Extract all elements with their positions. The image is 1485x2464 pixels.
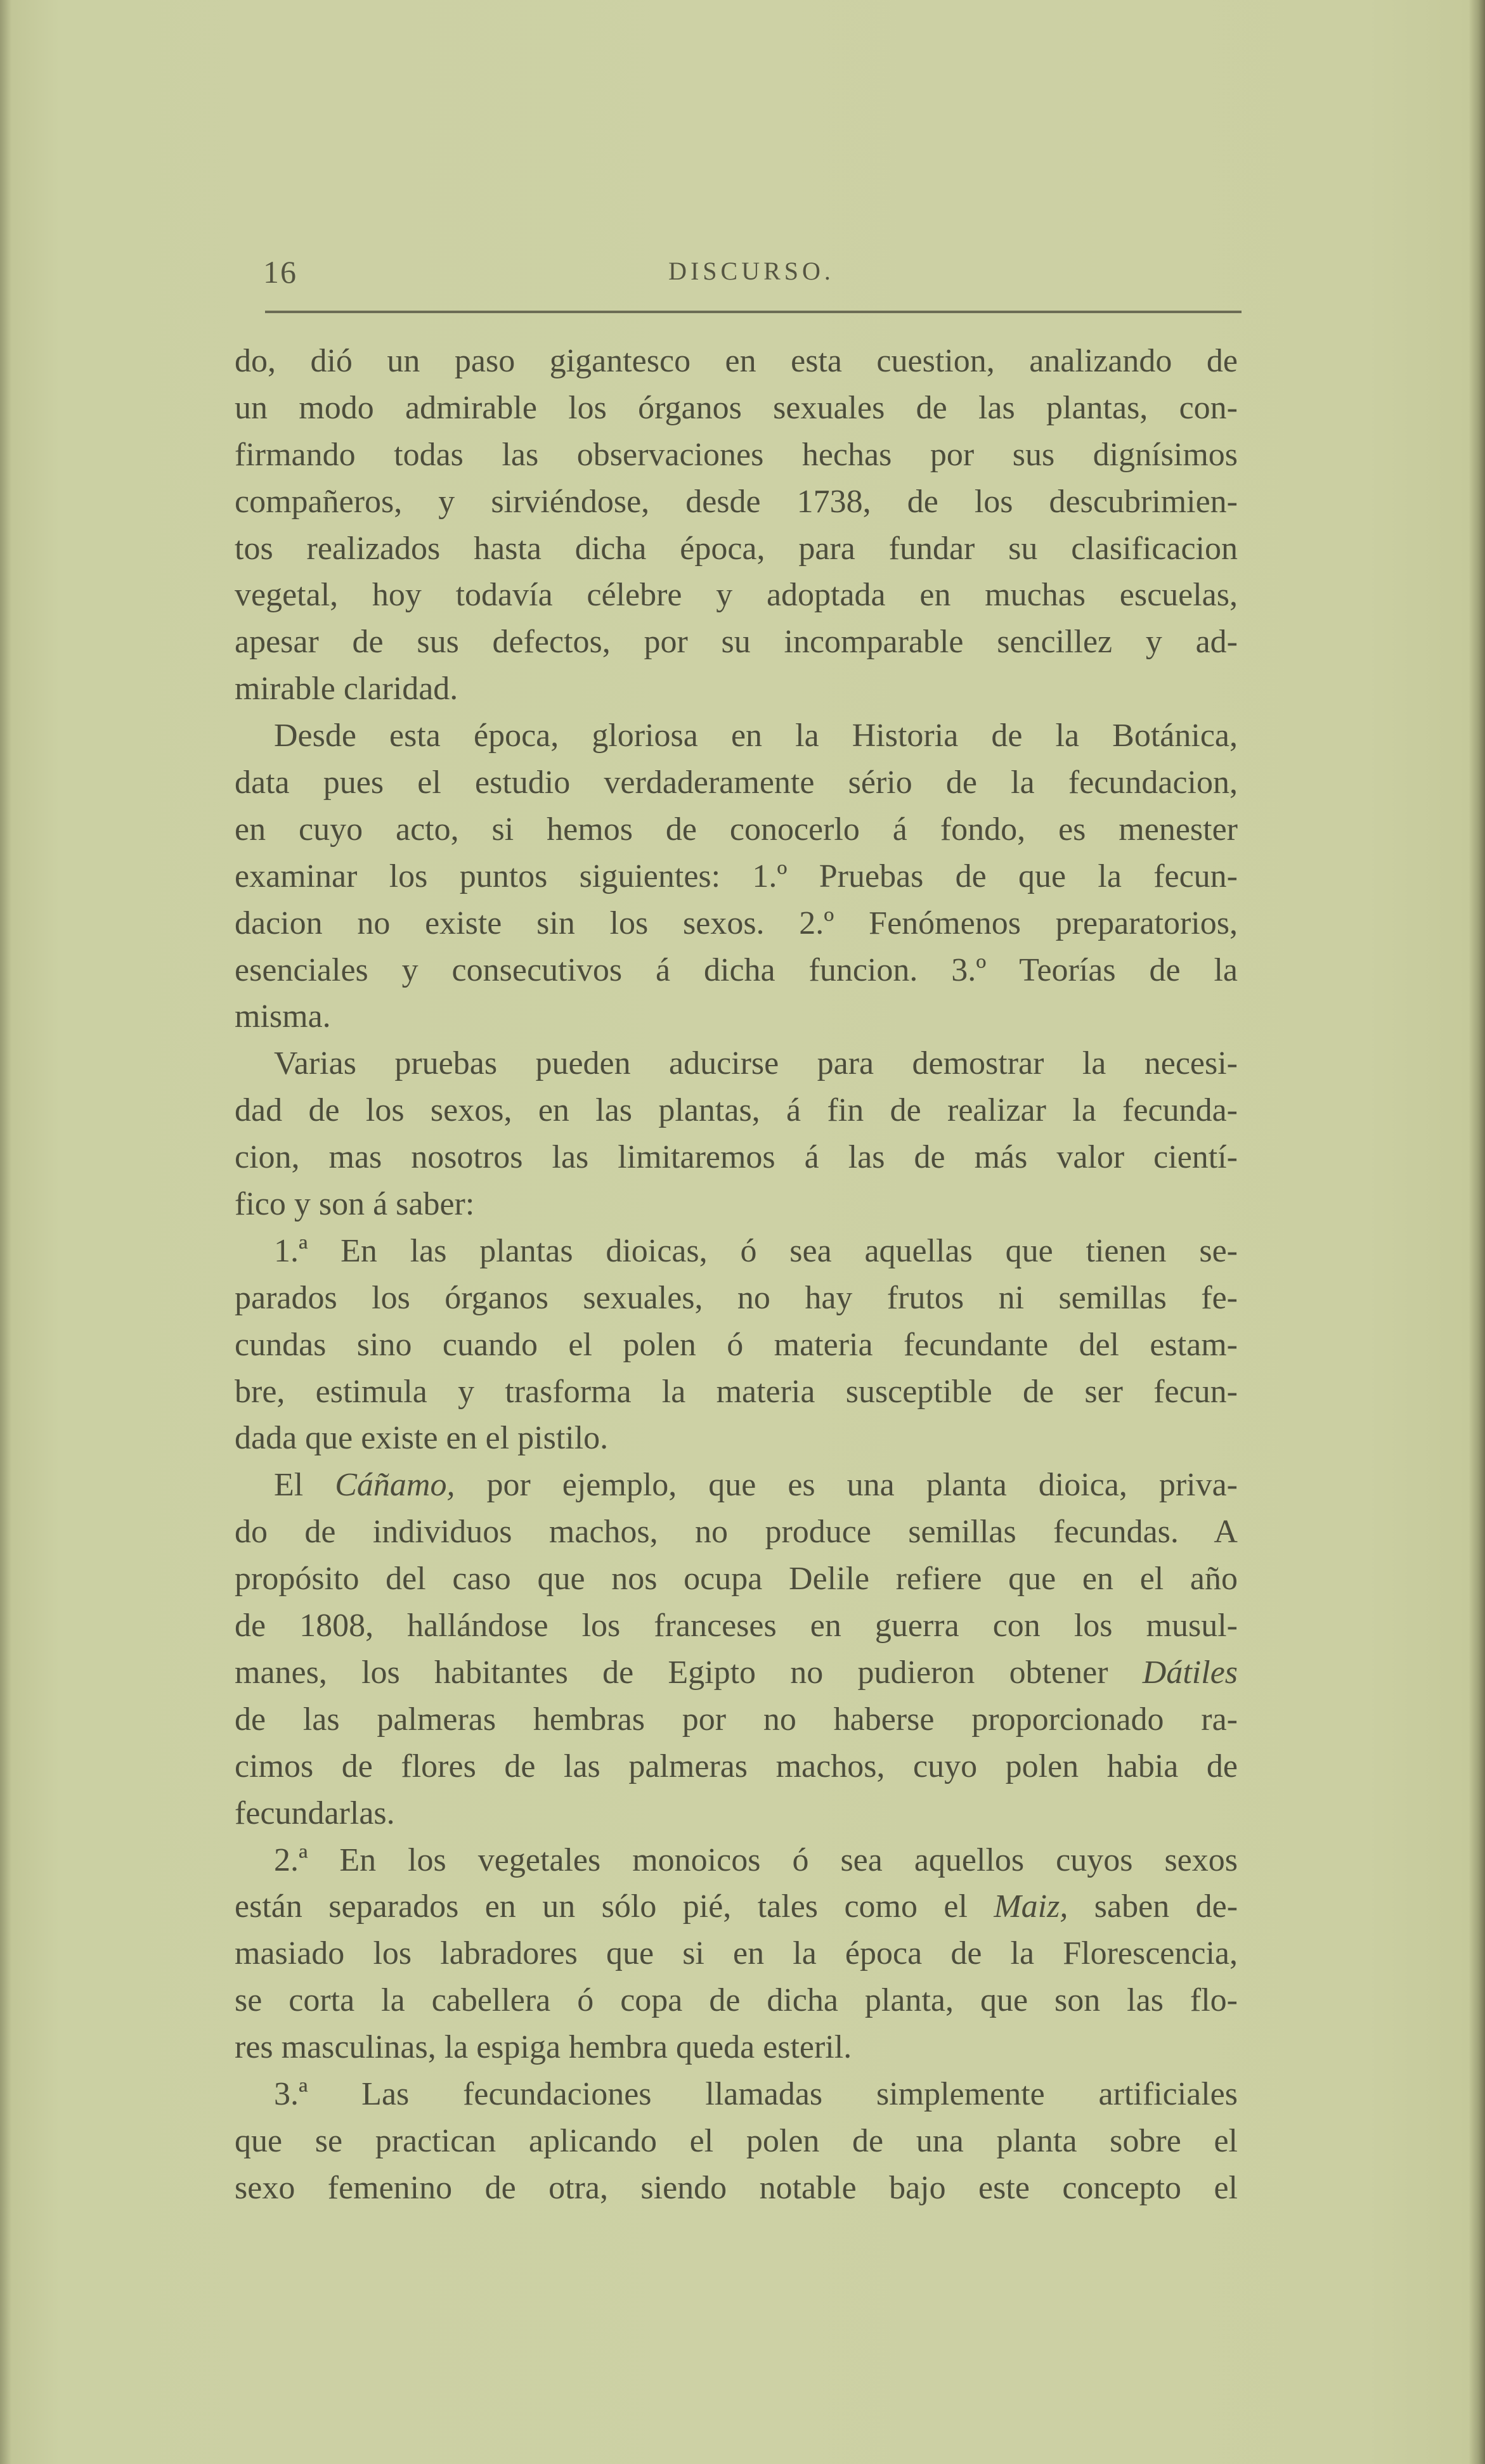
text-line-datiles <box>235 1649 1238 1696</box>
italic-term-datiles: Dátiles <box>1142 1654 1238 1691</box>
text-line: tos realizados hasta dicha época, para fundar su clasificacion <box>235 530 1238 567</box>
italic-term-maiz: Maiz, <box>994 1888 1068 1925</box>
text-line: apesar de sus defectos, por su incomparable sencillez y ad- <box>235 624 1238 661</box>
text-line: data pues el estudio verdaderamente sério de la fecundacion, <box>235 764 1238 801</box>
text-line: fecundarlas. <box>235 1795 395 1831</box>
text-line: un modo admirable los órganos sexuales de las plantas, con- <box>235 389 1238 426</box>
text-line: dacion no existe sin los sexos. 2.º Fenómenos preparatorios, <box>235 905 1238 941</box>
text-line: parados los órganos sexuales, no hay frutos ni semillas fe- <box>235 1279 1238 1316</box>
text-line-canamo <box>235 1462 1238 1509</box>
text-line: do de individuos machos, no produce semillas fecundas. A <box>235 1514 1238 1551</box>
running-head: DISCURSO. <box>668 257 834 285</box>
page-edge-shadow <box>1469 0 1485 2464</box>
text-line: de 1808, hallándose los franceses en guerra con los musul- <box>235 1608 1238 1644</box>
text-line: firmando todas las observaciones hechas por sus dignísimos <box>235 436 1238 473</box>
text-line: 1.ª En las plantas dioicas, ó sea aquellas que tienen se- <box>274 1232 1238 1269</box>
text-line: propósito del caso que nos ocupa Delile refiere que en el año <box>235 1561 1238 1597</box>
text-line: de las palmeras hembras por no haberse proporcionado ra- <box>235 1701 1238 1738</box>
text-line: misma. <box>235 998 331 1035</box>
text-line: vegetal, hoy todavía célebre y adoptada en muchas escuelas, <box>235 577 1238 614</box>
text-line: sexo femenino de otra, siendo notable bajo este concepto el <box>235 2169 1238 2206</box>
text-line: do, dió un paso gigantesco en esta cuestion, analizando de <box>235 343 1238 379</box>
text-line: en cuyo acto, si hemos de conocerlo á fondo, es menester <box>235 811 1238 848</box>
text-fragment: saben de- <box>1094 1888 1238 1925</box>
text-line: que se practican aplicando el polen de una planta sobre el <box>235 2122 1238 2159</box>
page-gutter-shadow <box>0 0 11 2464</box>
text-line: cimos de flores de las palmeras machos, cuyo polen habia de <box>235 1748 1238 1784</box>
text-line: dada que existe en el pistilo. <box>235 1420 609 1457</box>
text-line: esenciales y consecutivos á dicha funcion. 3.º Teorías de la <box>235 951 1238 988</box>
text-fragment: están separados en un sólo pié, tales como el <box>235 1888 968 1925</box>
text-fragment: por ejemplo, que es una planta dioica, priva- <box>486 1467 1238 1504</box>
text-line: mirable claridad. <box>235 671 458 707</box>
text-line: masiado los labradores que si en la época de la Florescencia, <box>235 1935 1238 1972</box>
text-line: se corta la cabellera ó copa de dicha planta, que son las flo- <box>235 1982 1238 2019</box>
text-line: dad de los sexos, en las plantas, á fin de realizar la fecunda- <box>235 1092 1238 1129</box>
text-line: cundas sino cuando el polen ó materia fecundante del estam- <box>235 1326 1238 1363</box>
text-line: examinar los puntos siguientes: 1.º Pruebas de que la fecun- <box>235 858 1238 894</box>
text-line: compañeros, y sirviéndose, desde 1738, de los descubrimien- <box>235 483 1238 520</box>
text-line: res masculinas, la espiga hembra queda esteril. <box>235 2029 852 2066</box>
text-fragment: manes, los habitantes de Egipto no pudieron obtener <box>235 1654 1108 1691</box>
text-line: 2.ª En los vegetales monoicos ó sea aquellos cuyos sexos <box>274 1842 1238 1878</box>
header-rule <box>265 311 1242 313</box>
page-number: 16 <box>263 254 297 290</box>
text-line: cion, mas nosotros las limitaremos á las de más valor cientí- <box>235 1139 1238 1176</box>
text-line: fico y son á saber: <box>235 1186 475 1223</box>
text-line: 3.ª Las fecundaciones llamadas simplemente artificiales <box>274 2075 1238 2112</box>
text-fragment: El <box>274 1467 304 1504</box>
italic-term-canamo: Cáñamo, <box>335 1467 455 1504</box>
page-header <box>263 254 1240 304</box>
body-text <box>235 338 1238 2212</box>
text-line: bre, estimula y trasforma la materia susceptible de ser fecun- <box>235 1373 1238 1410</box>
text-line-maiz <box>235 1883 1238 1930</box>
text-line: Desde esta época, gloriosa en la Historia de la Botánica, <box>274 718 1238 754</box>
text-line: Varias pruebas pueden aducirse para demostrar la necesi- <box>274 1045 1238 1082</box>
